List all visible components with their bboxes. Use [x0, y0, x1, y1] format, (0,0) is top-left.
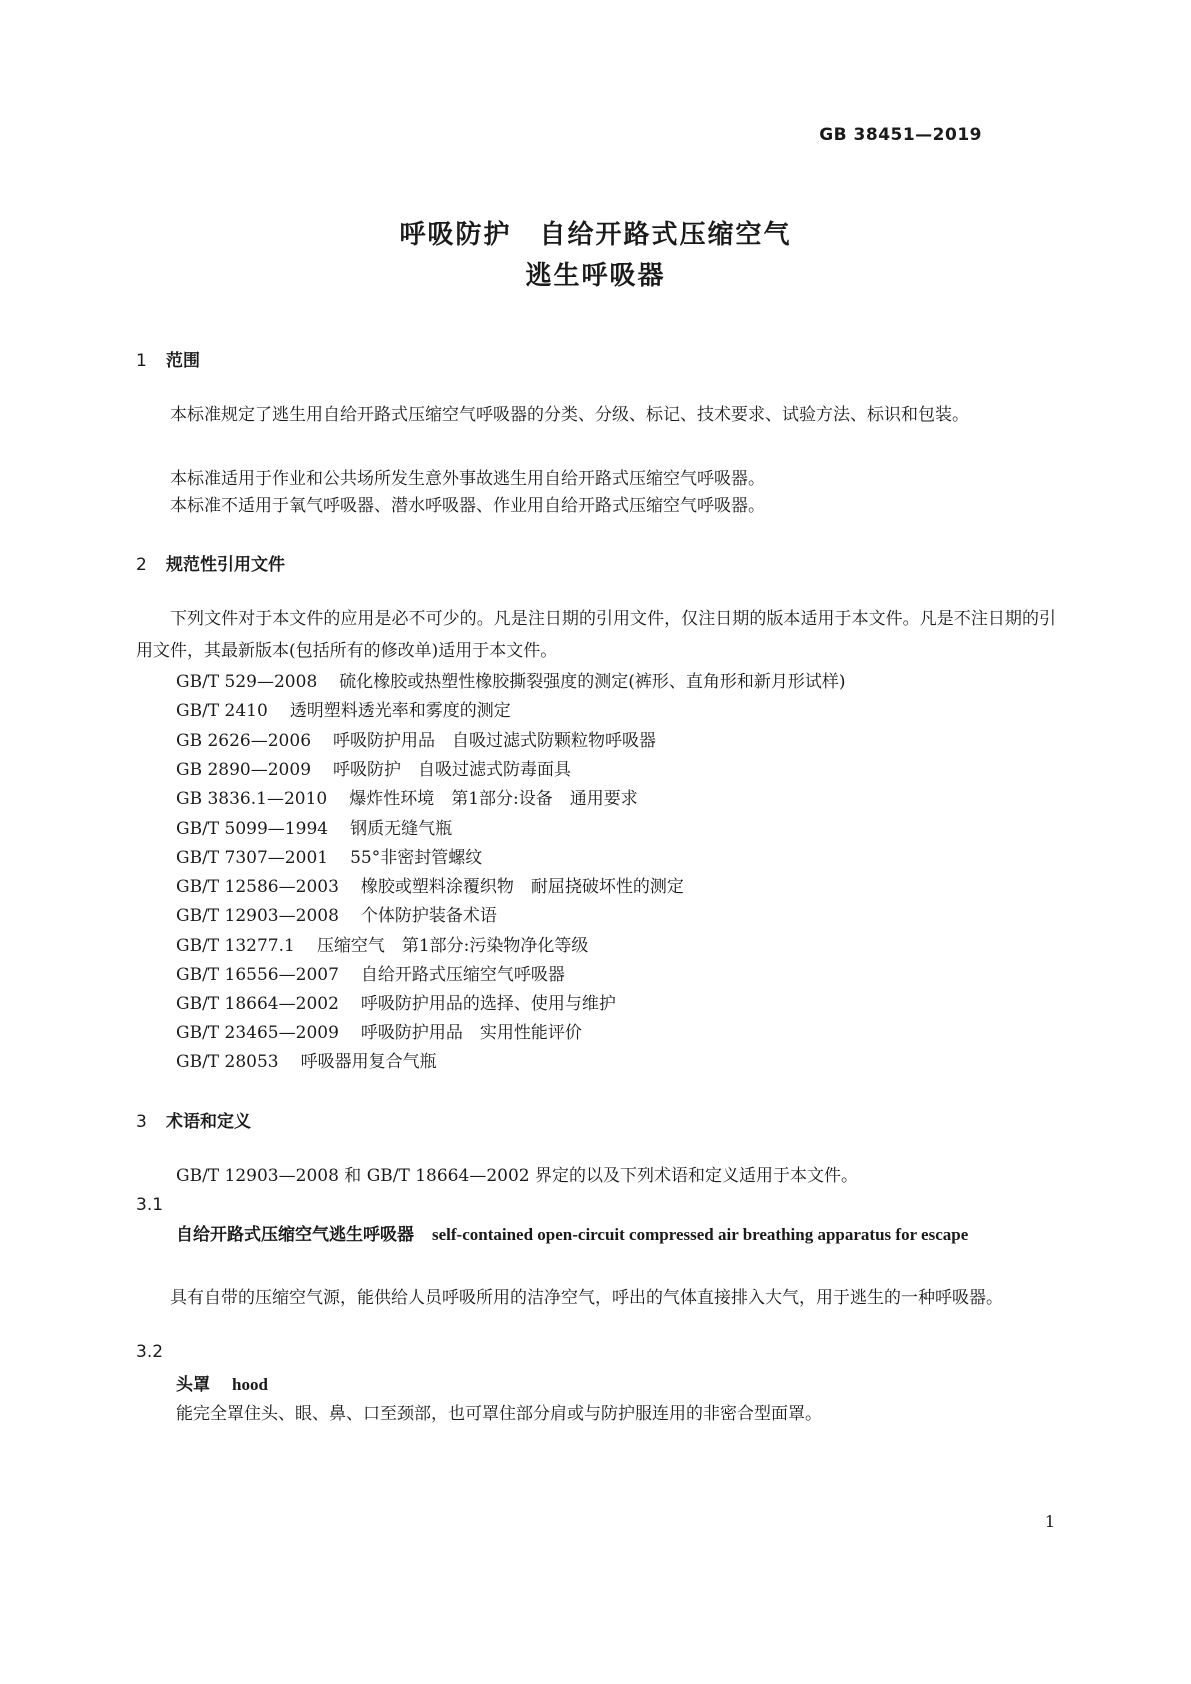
- reference-item: [176, 784, 638, 809]
- section-title: 规范性引用文件: [166, 555, 285, 575]
- section-number: 3: [136, 1112, 147, 1132]
- section-2-intro: 下列文件对于本文件的应用是必不可少的。凡是注日期的引用文件，仅注日期的版本适用于本文件。凡是不注日期的引用文件，其最新版本(包括所有的修改单)适用于本文件。: [136, 609, 1056, 661]
- reference-item: [176, 755, 571, 780]
- reference-item: [176, 901, 497, 926]
- section-title: 术语和定义: [166, 1112, 251, 1132]
- reference-item: [176, 931, 588, 956]
- reference-code: GB/T 529—2008: [176, 672, 318, 692]
- reference-code: GB/T 16556—2007: [176, 965, 339, 985]
- reference-title: 橡胶或塑料涂覆织物 耐屈挠破坏性的测定: [360, 877, 684, 897]
- page-number: 1: [1044, 1512, 1055, 1531]
- reference-code: GB 2890—2009: [176, 760, 312, 780]
- section-1-paragraph: 本标准不适用于氧气呼吸器、潜水呼吸器、作业用自给开路式压缩空气呼吸器。: [170, 496, 765, 516]
- reference-item: [176, 667, 846, 692]
- reference-code: GB/T 23465—2009: [176, 1023, 339, 1043]
- section-3-intro: GB/T 12903—2008 和 GB/T 18664—2002 界定的以及下列术语和定义适用于本文件。: [176, 1166, 858, 1186]
- reference-item: [176, 989, 616, 1014]
- reference-code: GB 2626—2006: [176, 731, 312, 751]
- section-title: 范围: [166, 351, 200, 371]
- term-definition: 能完全罩住头、眼、鼻、口至颈部，也可罩住部分肩或与防护服连用的非密合型面罩。: [176, 1404, 822, 1424]
- term-zh: 自给开路式压缩空气逃生呼吸器: [176, 1225, 414, 1245]
- term-heading: [176, 1370, 268, 1395]
- reference-item: [176, 726, 656, 751]
- reference-code: GB/T 2410: [176, 701, 268, 721]
- term-heading: [136, 1219, 1056, 1251]
- section-1-paragraph: 本标准适用于作业和公共场所发生意外事故逃生用自给开路式压缩空气呼吸器。: [170, 469, 765, 489]
- section-2-heading: [136, 550, 285, 575]
- reference-title: 压缩空气 第1部分:污染物净化等级: [316, 936, 589, 956]
- document-title-line-2: 逃生呼吸器: [525, 261, 666, 291]
- reference-title: 55°非密封管螺纹: [350, 848, 483, 868]
- reference-item: [176, 960, 565, 985]
- reference-item: [176, 872, 684, 897]
- reference-code: GB/T 7307—2001: [176, 848, 329, 868]
- reference-title: 透明塑料透光率和雾度的测定: [289, 701, 511, 721]
- term-zh: 头罩: [176, 1375, 210, 1395]
- reference-title: 呼吸器用复合气瓶: [300, 1052, 437, 1072]
- document-title-line-1: 呼吸防护 自给开路式压缩空气: [399, 220, 792, 250]
- section-number: 1: [136, 351, 147, 371]
- reference-item: [176, 696, 511, 721]
- reference-code: GB/T 12903—2008: [176, 906, 339, 926]
- term-number: 3.2: [136, 1342, 164, 1362]
- section-3-heading: [136, 1107, 251, 1132]
- reference-code: GB/T 18664—2002: [176, 994, 339, 1014]
- reference-title: 钢质无缝气瓶: [350, 819, 453, 839]
- term-en: hood: [232, 1375, 268, 1394]
- reference-item: [176, 814, 452, 839]
- reference-code: GB/T 5099—1994: [176, 819, 329, 839]
- reference-code: GB/T 13277.1: [176, 936, 295, 956]
- section-1-heading: [136, 346, 200, 371]
- reference-title: 个体防护装备术语: [360, 906, 497, 926]
- reference-title: 硫化橡胶或热塑性橡胶撕裂强度的测定(裤形、直角形和新月形试样): [339, 672, 846, 692]
- reference-title: 呼吸防护用品的选择、使用与维护: [360, 994, 616, 1014]
- reference-item: [176, 843, 482, 868]
- reference-code: GB/T 12586—2003: [176, 877, 339, 897]
- reference-item: [176, 1047, 437, 1072]
- reference-title: 呼吸防护 自吸过滤式防毒面具: [333, 760, 572, 780]
- section-number: 2: [136, 555, 147, 575]
- section-1-paragraph: 本标准规定了逃生用自给开路式压缩空气呼吸器的分类、分级、标记、技术要求、试验方法、标识和包装。: [170, 405, 969, 425]
- term-definition: 具有自带的压缩空气源，能供给人员呼吸所用的洁净空气，呼出的气体直接排入大气，用于逃生的一种呼吸器。: [170, 1288, 1003, 1308]
- standard-code: GB 38451—2019: [819, 125, 982, 145]
- reference-title: 爆炸性环境 第1部分:设备 通用要求: [349, 789, 638, 809]
- reference-title: 自给开路式压缩空气呼吸器: [360, 965, 565, 985]
- term-en: self-contained open-circuit compressed air breathing apparatus for escape: [432, 1225, 969, 1244]
- reference-title: 呼吸防护用品 自吸过滤式防颗粒物呼吸器: [333, 731, 657, 751]
- term-number: 3.1: [136, 1195, 164, 1215]
- reference-code: GB/T 28053: [176, 1052, 279, 1072]
- reference-item: [176, 1018, 582, 1043]
- reference-title: 呼吸防护用品 实用性能评价: [360, 1023, 582, 1043]
- reference-code: GB 3836.1—2010: [176, 789, 328, 809]
